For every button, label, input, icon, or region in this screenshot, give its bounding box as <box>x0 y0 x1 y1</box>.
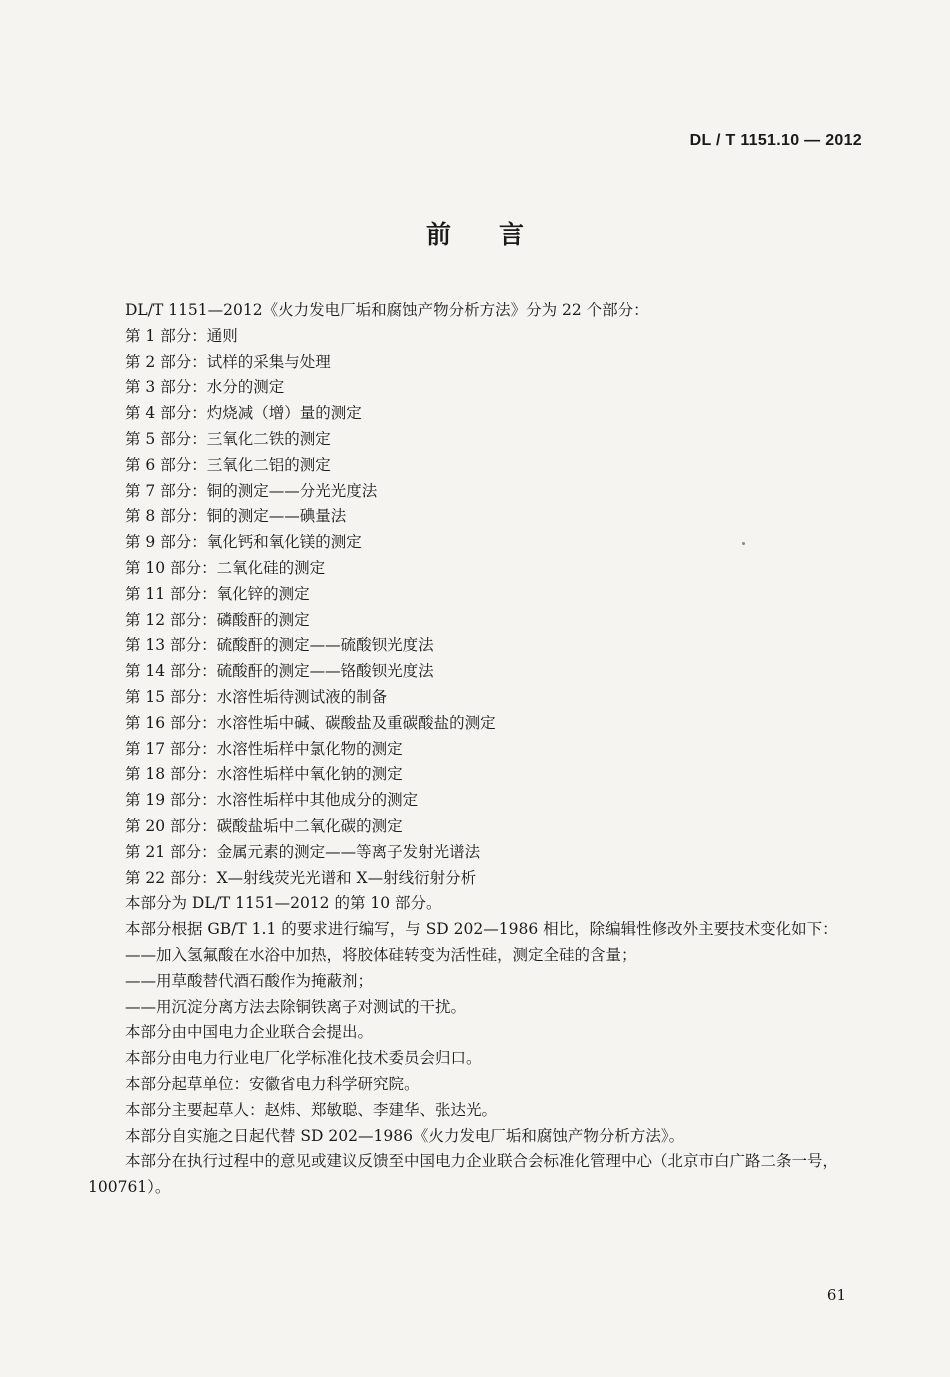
drafters: 本部分主要起草人：赵炜、郑敏聪、李建华、张达光。 <box>125 1100 498 1119</box>
part-item: 第 1 部分：通则 <box>125 326 238 345</box>
page-title: 前言 <box>425 220 572 249</box>
standard-code: DL / T 1151.10 — 2012 <box>689 132 862 149</box>
part-item: 第 16 部分：水溶性垢中碱、碳酸盐及重碳酸盐的测定 <box>125 713 496 732</box>
changes-intro: 本部分根据 GB/T 1.1 的要求进行编写，与 SD 202—1986 相比，除编辑性修改外主要技术变化如下： <box>125 920 838 939</box>
part-item: 第 17 部分：水溶性垢样中氯化物的测定 <box>125 739 403 758</box>
proposed-by: 本部分由中国电力企业联合会提出。 <box>125 1023 374 1042</box>
part-item: 第 8 部分：铜的测定——碘量法 <box>125 507 347 526</box>
change-item: ——用草酸替代酒石酸作为掩蔽剂； <box>125 971 374 990</box>
replaces-statement: 本部分自实施之日起代替 SD 202—1986《火力发电厂垢和腐蚀产物分析方法》。 <box>125 1126 685 1145</box>
part-item: 第 18 部分：水溶性垢样中氧化钠的测定 <box>125 765 403 784</box>
part-item: 第 13 部分：硫酸酐的测定——硫酸钡光度法 <box>125 636 434 655</box>
part-item: 第 4 部分：灼烧减（增）量的测定 <box>125 404 362 423</box>
part-item: 第 2 部分：试样的采集与处理 <box>125 352 331 371</box>
part-item: 第 6 部分：三氧化二铝的测定 <box>125 455 331 474</box>
part-item: 第 12 部分：磷酸酐的测定 <box>125 610 310 629</box>
part-item: 第 19 部分：水溶性垢样中其他成分的测定 <box>125 791 419 810</box>
preface-body <box>88 298 868 1201</box>
page-number: 61 <box>826 1286 846 1304</box>
part-item: 第 7 部分：铜的测定——分光光度法 <box>125 481 378 500</box>
part-item: 第 14 部分：硫酸酐的测定——铬酸钡光度法 <box>125 662 434 681</box>
part-item: 第 3 部分：水分的测定 <box>125 378 285 397</box>
change-item: ——加入氢氟酸在水浴中加热，将胶体硅转变为活性硅，测定全硅的含量； <box>125 945 637 964</box>
part-item: 第 5 部分：三氧化二铁的测定 <box>125 429 331 448</box>
part-number-statement: 本部分为 DL/T 1151—2012 的第 10 部分。 <box>125 894 442 913</box>
intro-line: DL/T 1151—2012《火力发电厂垢和腐蚀产物分析方法》分为 22 个部分： <box>125 301 649 319</box>
part-item: 第 20 部分：碳酸盐垢中二氧化碳的测定 <box>125 816 403 835</box>
scan-speck <box>742 542 745 545</box>
drafting-unit: 本部分起草单位：安徽省电力科学研究院。 <box>125 1074 420 1093</box>
part-item: 第 11 部分：氧化锌的测定 <box>125 584 310 603</box>
change-item: ——用沉淀分离方法去除铜铁离子对测试的干扰。 <box>125 997 467 1016</box>
feedback-statement: 本部分在执行过程中的意见或建议反馈至中国电力企业联合会标准化管理中心（北京市白广路二条一号，100761）。 <box>88 1152 839 1197</box>
part-item: 第 22 部分：X—射线荧光光谱和 X—射线衍射分析 <box>125 868 477 887</box>
part-item: 第 10 部分：二氧化硅的测定 <box>125 558 326 577</box>
part-item: 第 9 部分：氧化钙和氧化镁的测定 <box>125 533 362 552</box>
part-item: 第 15 部分：水溶性垢待测试液的制备 <box>125 687 388 706</box>
managed-by: 本部分由电力行业电厂化学标准化技术委员会归口。 <box>125 1049 482 1068</box>
part-item: 第 21 部分：金属元素的测定——等离子发射光谱法 <box>125 842 481 861</box>
